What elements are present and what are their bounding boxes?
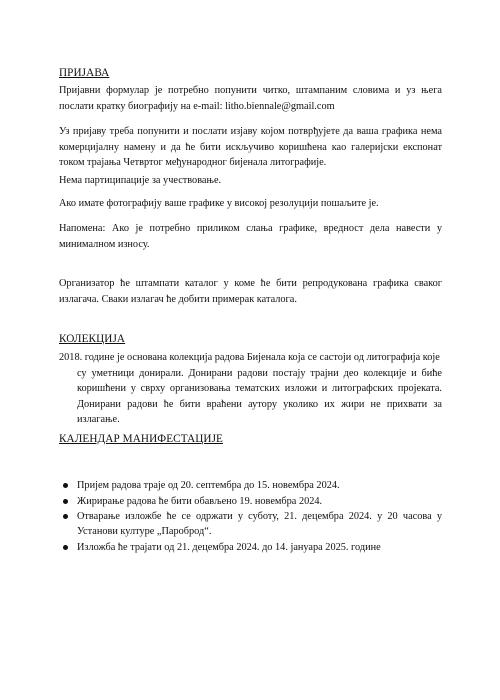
paragraph-form-instructions: Пријавни формулар је потребно попунити читко, штампаним словима и уз њега послати кратку биографију на e-mail: litho.biennale@gmail.com — [59, 85, 442, 112]
paragraph-note: Напомена: Ако је потребно приликом слања графике, вредност дела навести у минималном износу. — [59, 223, 442, 250]
paragraph-collection-first-line: 2018. године је основана колекција радова Бијенала која се састоји од литографија које — [59, 352, 440, 363]
list-item — [59, 509, 442, 539]
paragraph-catalogue: Организатор ће штампати каталог у коме ће бити репродукована графика сваког излагача. Сваки излагач ће добити примерак каталога. — [59, 278, 442, 305]
list-item — [59, 540, 442, 555]
section-heading-kolekcija: КОЛЕКЦИЈА — [59, 333, 126, 345]
bullet-icon — [63, 499, 68, 504]
paragraph-collection-rest: су уметници донирали. Донирани радови постају трајни део колекције и биће коришћени у сврху организовања тематских изложи и литографских пројеката. Донирани радови ће бити враћени аутору уколико их жири не прихвати за излагање. — [77, 367, 442, 425]
calendar-item-text: Жирирање радова ће бити обављено 19. новембра 2024. — [77, 495, 323, 507]
calendar-item-text: Пријем радова траје од 20. септембра до 15. новембра 2024. — [77, 480, 340, 491]
calendar-item-text: Изложба ће трајати од 21. децембра 2024. до 14. јануара 2025. године — [77, 541, 381, 553]
paragraph-photo: Ако имате фотографију ваше графике у високој резолуцији пошаљите је. — [59, 198, 379, 209]
list-item — [59, 478, 442, 493]
calendar-item-text: Отварање изложбе ће се одржати у суботу, 21. децембра 2024. у 20 часова у Установи културе „Пароброд“. — [77, 511, 442, 537]
paragraph-statement: Уз пријаву треба попунити и послати изјаву којом потврђујете да ваша графика нема комерцијалну намену и да ће бити искључиво коришћена као галеријски експонат током трајања Четвртог међународног бијенала литографије. — [59, 126, 442, 168]
bullet-icon — [63, 514, 68, 519]
bullet-icon — [63, 483, 68, 488]
section-heading-kalendar: КАЛЕНДАР МАНИФЕСТАЦИЈЕ — [59, 433, 223, 445]
list-item — [59, 494, 442, 509]
section-heading-prijava: ПРИЈАВА — [59, 67, 110, 79]
calendar-list — [59, 478, 442, 555]
bullet-icon — [63, 545, 68, 550]
paragraph-no-fee: Нема партиципације за учествовање. — [59, 175, 222, 186]
